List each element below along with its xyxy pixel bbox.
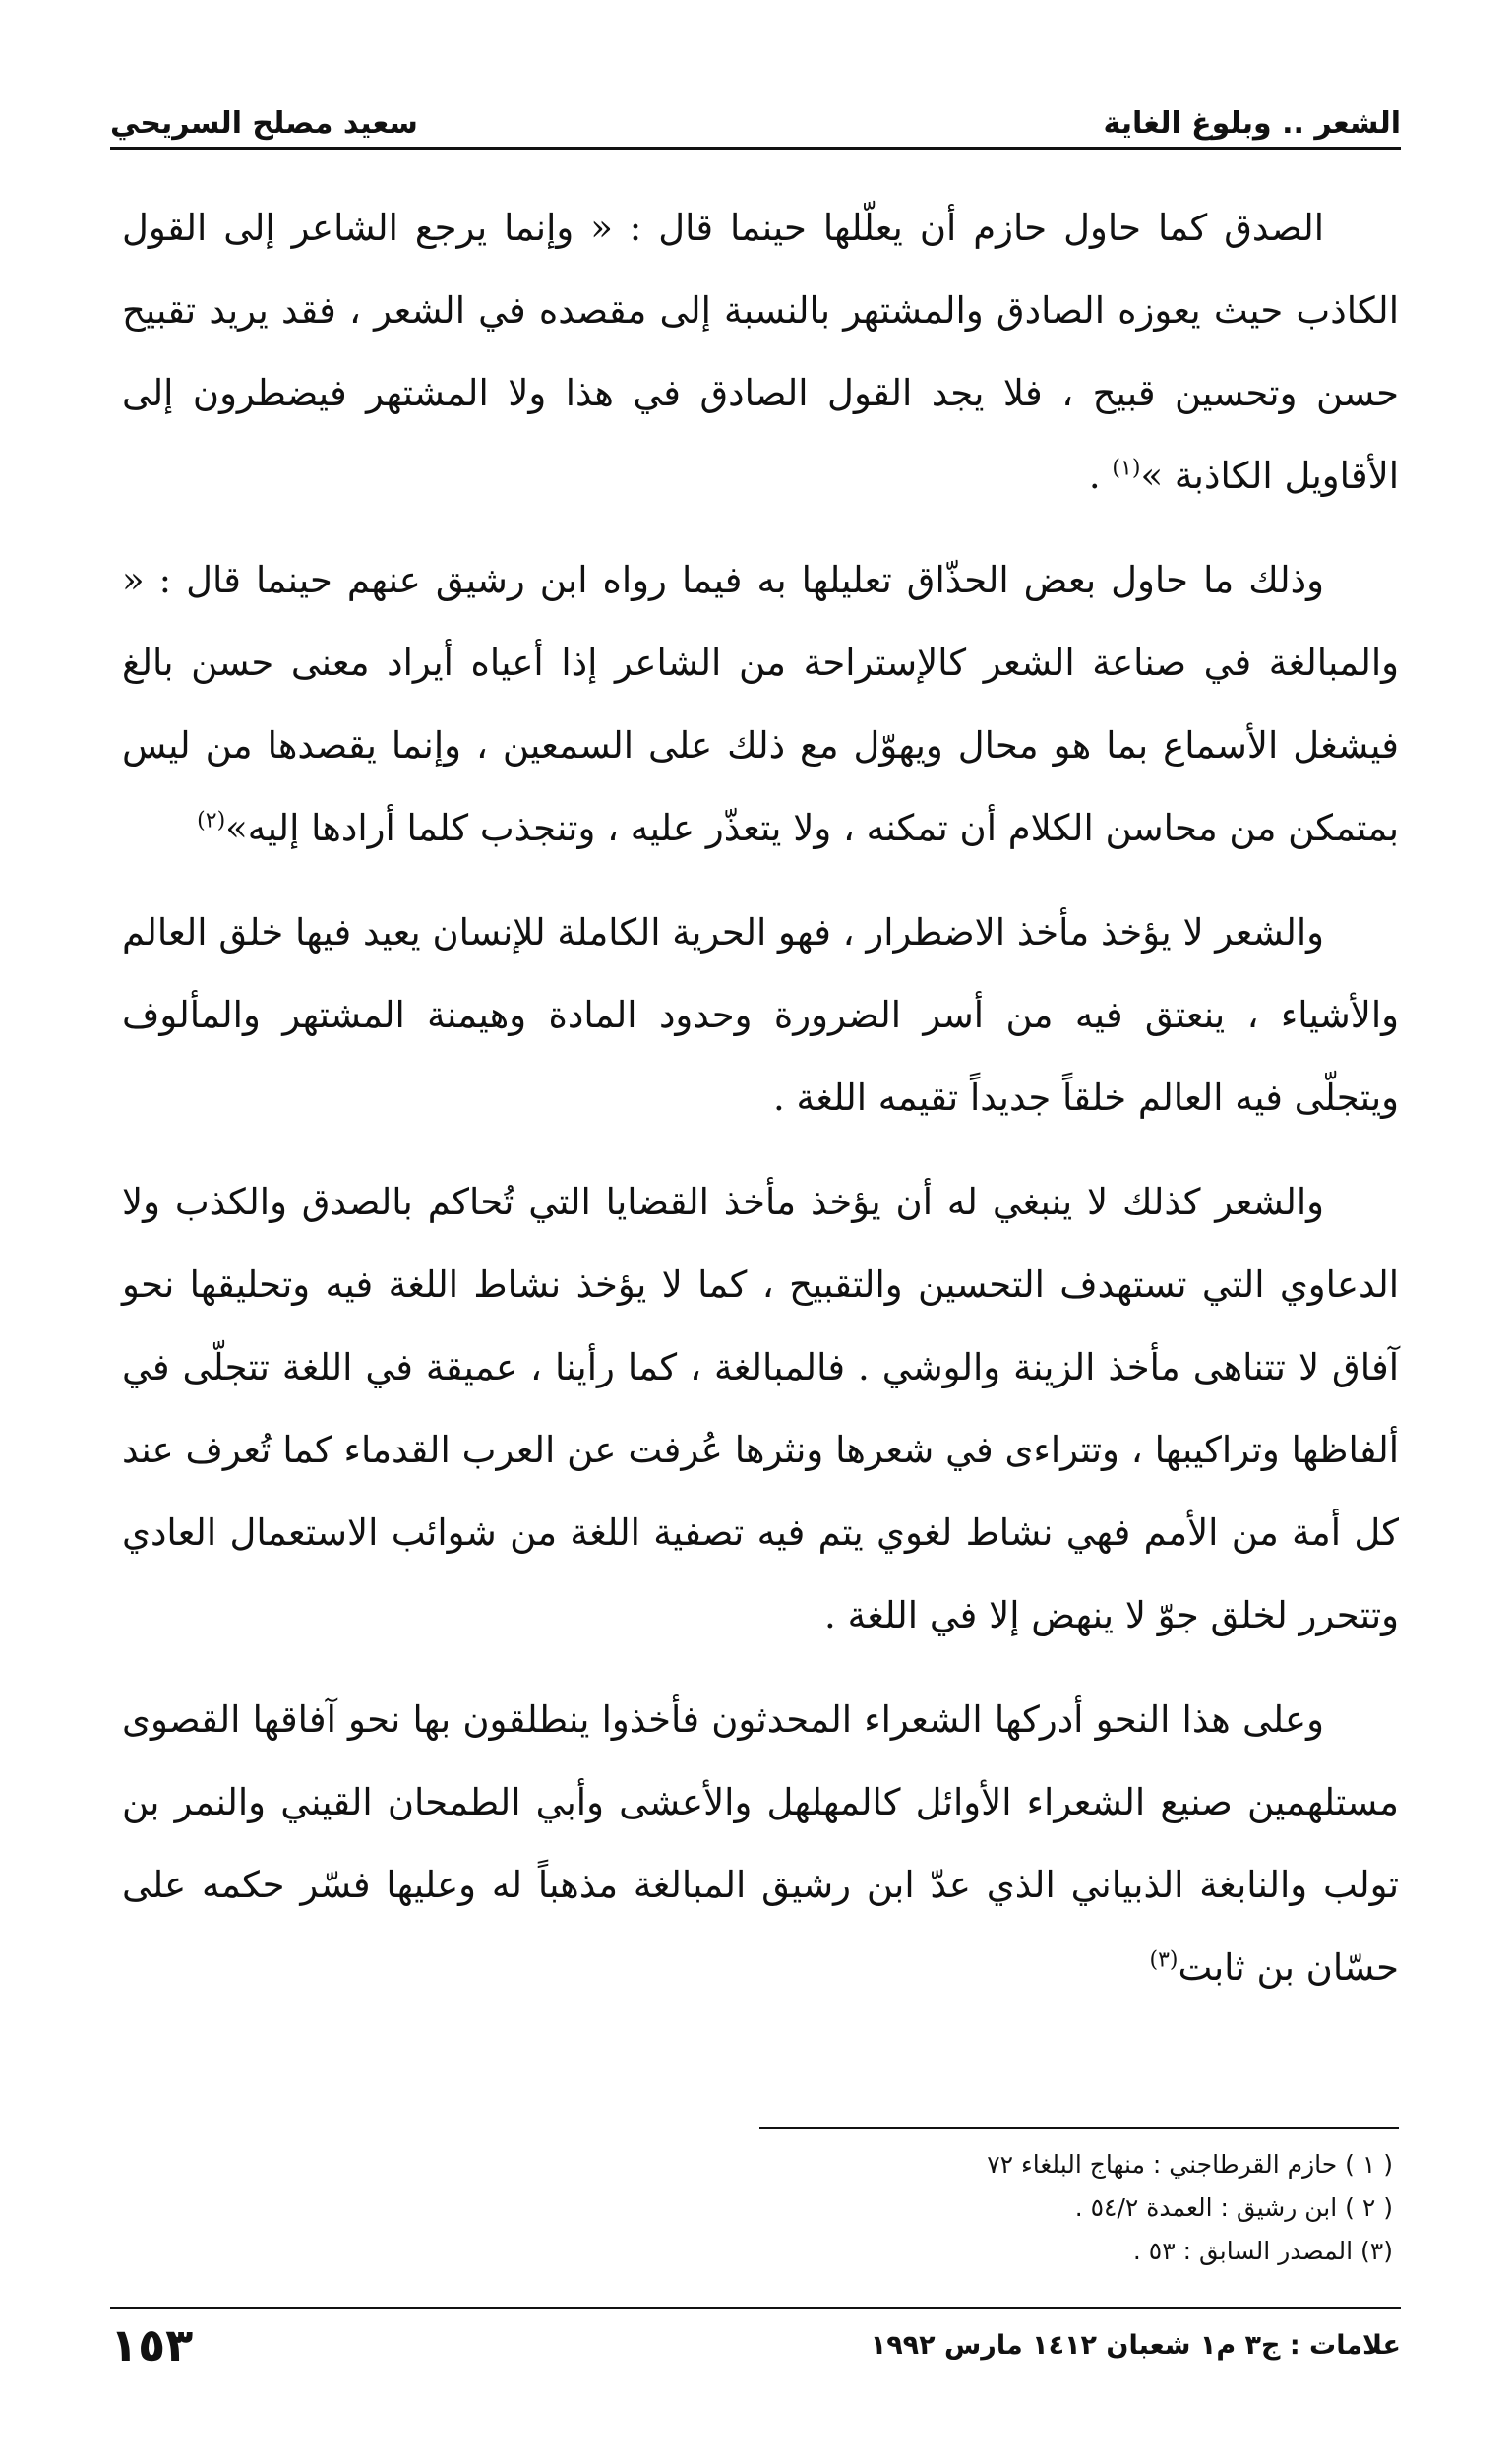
header-chapter-title: الشعر .. وبلوغ الغاية [1103, 106, 1401, 141]
footnotes [508, 2143, 1393, 2273]
header-author-name: سعيد مصلح السريحي [110, 106, 418, 141]
footnote-ref-2: (٢) [197, 808, 226, 833]
body-text [122, 187, 1399, 2031]
paragraph-tail: . [1088, 455, 1113, 497]
paragraph-text: والشعر لا يؤخذ مأخذ الاضطرار ، فهو الحرية الكاملة للإنسان يعيد فيها خلق العالم والأشياء ، ينعتق فيه من أسر الضرورة وحدود المادة وهيمنة المشتهر والمألوف ويتجلّى فيه العالم خلقاً جديداً تقيمه اللغة . [121, 911, 1399, 1119]
footnote-ref-1: (١) [1112, 456, 1141, 481]
footnote-1: ( ١ ) حازم القرطاجني : منهاج البلغاء ٧٢ [987, 2150, 1393, 2179]
footer-divider [110, 2307, 1401, 2309]
paragraph-text: وعلى هذا النحو أدركها الشعراء المحدثون فأخذوا ينطلقون بها نحو آفاقها القصوى مستلهمين صنيع الشعراء الأوائل كالمهلهل والأعشى وأبي الطمحان القيني والنمر بن تولب والنابغة الذبياني الذي عدّ ابن رشيق المبالغة مذهباً له وعليها فسّر حكمه على حسّان بن ثابت [122, 1698, 1399, 1989]
page-footer [110, 2318, 1401, 2372]
footnote-ref-3: (٣) [1149, 1947, 1179, 1973]
paragraph-4 [122, 1161, 1399, 1657]
paragraph-2 [122, 539, 1399, 870]
footnote-2: ( ٢ ) ابن رشيق : العمدة ٥٤/٢ . [1074, 2193, 1393, 2222]
footnote-divider [759, 2127, 1399, 2129]
journal-issue-info: علامات : ج٣ م١ شعبان ١٤١٢ مارس ١٩٩٢ [870, 2329, 1401, 2361]
paragraph-3 [122, 892, 1399, 1140]
running-header [110, 91, 1401, 150]
footnote-3: (٣) المصدر السابق : ٥٣ . [1132, 2237, 1393, 2265]
page-number: ١٥٣ [110, 2318, 194, 2372]
paragraph-text: الصدق كما حاول حازم أن يعلّلها حينما قال : « وإنما يرجع الشاعر إلى القول الكاذب حيث يعوزه الصادق والمشتهر بالنسبة إلى مقصده في الشعر ، فقد يريد تقبيح حسن وتحسين قبيح ، فلا يجد القول الصادق في هذا ولا المشتهر فيضطرون إلى الأقاويل الكاذبة » [122, 207, 1399, 497]
paragraph-1 [122, 187, 1399, 518]
paragraph-text: وذلك ما حاول بعض الحذّاق تعليلها به فيما رواه ابن رشيق عنهم حينما قال : « والمبالغة في صناعة الشعر كالإستراحة من الشاعر إذا أعياه أيراد معنى حسن بالغ فيشغل الأسماع بما هو محال ويهوّل مع ذلك على السمعين ، وإنما يقصدها من ليس بمتمكن من محاسن الكلام أن تمكنه ، ولا يتعذّر عليه ، وتنجذب كلما أرادها إليه» [122, 559, 1399, 849]
paragraph-5 [122, 1679, 1399, 2009]
paragraph-text: والشعر كذلك لا ينبغي له أن يؤخذ مأخذ القضايا التي تُحاكم بالصدق والكذب ولا الدعاوي التي تستهدف التحسين والتقبيح ، كما لا يؤخذ نشاط اللغة فيه وتحليقها نحو آفاق لا تتناهى مأخذ الزينة والوشي . فالمبالغة ، كما رأينا ، عميقة في اللغة تتجلّى في ألفاظها وتراكيبها ، وتتراءى في شعرها ونثرها عُرفت عن العرب القدماء كما تُعرف عند كل أمة من الأمم فهي نشاط لغوي يتم فيه تصفية اللغة من شوائب الاستعمال العادي وتتحرر لخلق جوّ لا ينهض إلا في اللغة . [122, 1181, 1399, 1636]
